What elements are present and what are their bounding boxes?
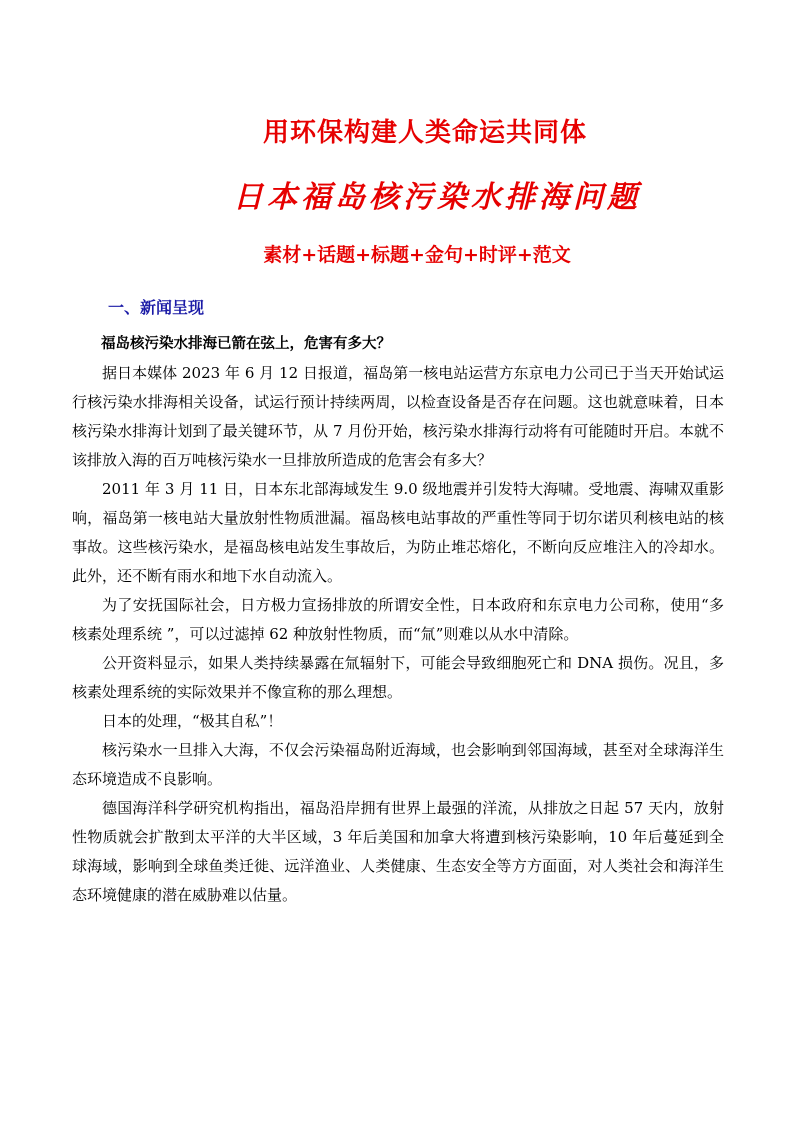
document-subtitle: 日本福岛核污染水排海问题 — [233, 180, 641, 215]
paragraph-6: 核污染水一旦排入大海，不仅会污染福岛附近海域，也会影响到邻国海域，甚至对全球海洋生态环境造成不良影响。 — [72, 741, 724, 788]
document-tagline: 素材+话题+标题+金句+时评+范文 — [263, 244, 571, 266]
news-subheading: 福岛核污染水排海已箭在弦上，危害有多大？ — [101, 336, 391, 352]
section-heading-news: 一、新闻呈现 — [108, 298, 205, 317]
paragraph-2: 2011 年 3 月 11 日，日本东北部海域发生 9.0 级地震并引发特大海啸。受地震、海啸双重影响，福岛第一核电站大量放射性物质泄漏。福岛核电站事故的严重性等同于切尔诺贝利核电站的核事故。这些核污染水，是福岛核电站发生事故后，为防止堆芯熔化，不断向反应堆注入的冷却水。此外，还不断有雨水和地下水自动流入。 — [72, 480, 724, 585]
paragraph-4: 公开资料显示，如果人类持续暴露在氚辐射下，可能会导致细胞死亡和 DNA 损伤。况且，多核素处理系统的实际效果并不像宣称的那么理想。 — [72, 654, 724, 701]
paragraph-1: 据日本媒体 2023 年 6 月 12 日报道，福岛第一核电站运营方东京电力公司已于当天开始试运行核污染水排海相关设备，试运行预计持续两周，以检查设备是否存在问题。这也就意味着，日本核污染水排海计划到了最关键环节，从 7 月份开始，核污染水排海行动将有可能随时开启。本就不该排放入海的百万吨核污染水一旦排放所造成的危害会有多大？ — [72, 364, 724, 469]
paragraph-5: 日本的处理，“极其自私”！ — [102, 712, 283, 730]
section-content — [72, 330, 724, 910]
paragraph-7: 德国海洋科学研究机构指出，福岛沿岸拥有世界上最强的洋流，从排放之日起 57 天内，放射性物质就会扩散到太平洋的大半区域，3 年后美国和加拿大将遭到核污染影响，10 年后蔓延到全球海域，影响到全球鱼类迁徙、远洋渔业、人类健康、生态安全等方方面面，对人类社会和海洋生态环境健康的潜在威胁难以估量。 — [72, 799, 724, 904]
document-title: 用环保构建人类命运共同体 — [262, 118, 587, 148]
paragraph-3: 为了安抚国际社会，日方极力宣扬排放的所谓安全性，日本政府和东京电力公司称，使用“多核素处理系统 ”，可以过滤掉 62 种放射性物质，而“氚”则难以从水中清除。 — [72, 596, 724, 643]
